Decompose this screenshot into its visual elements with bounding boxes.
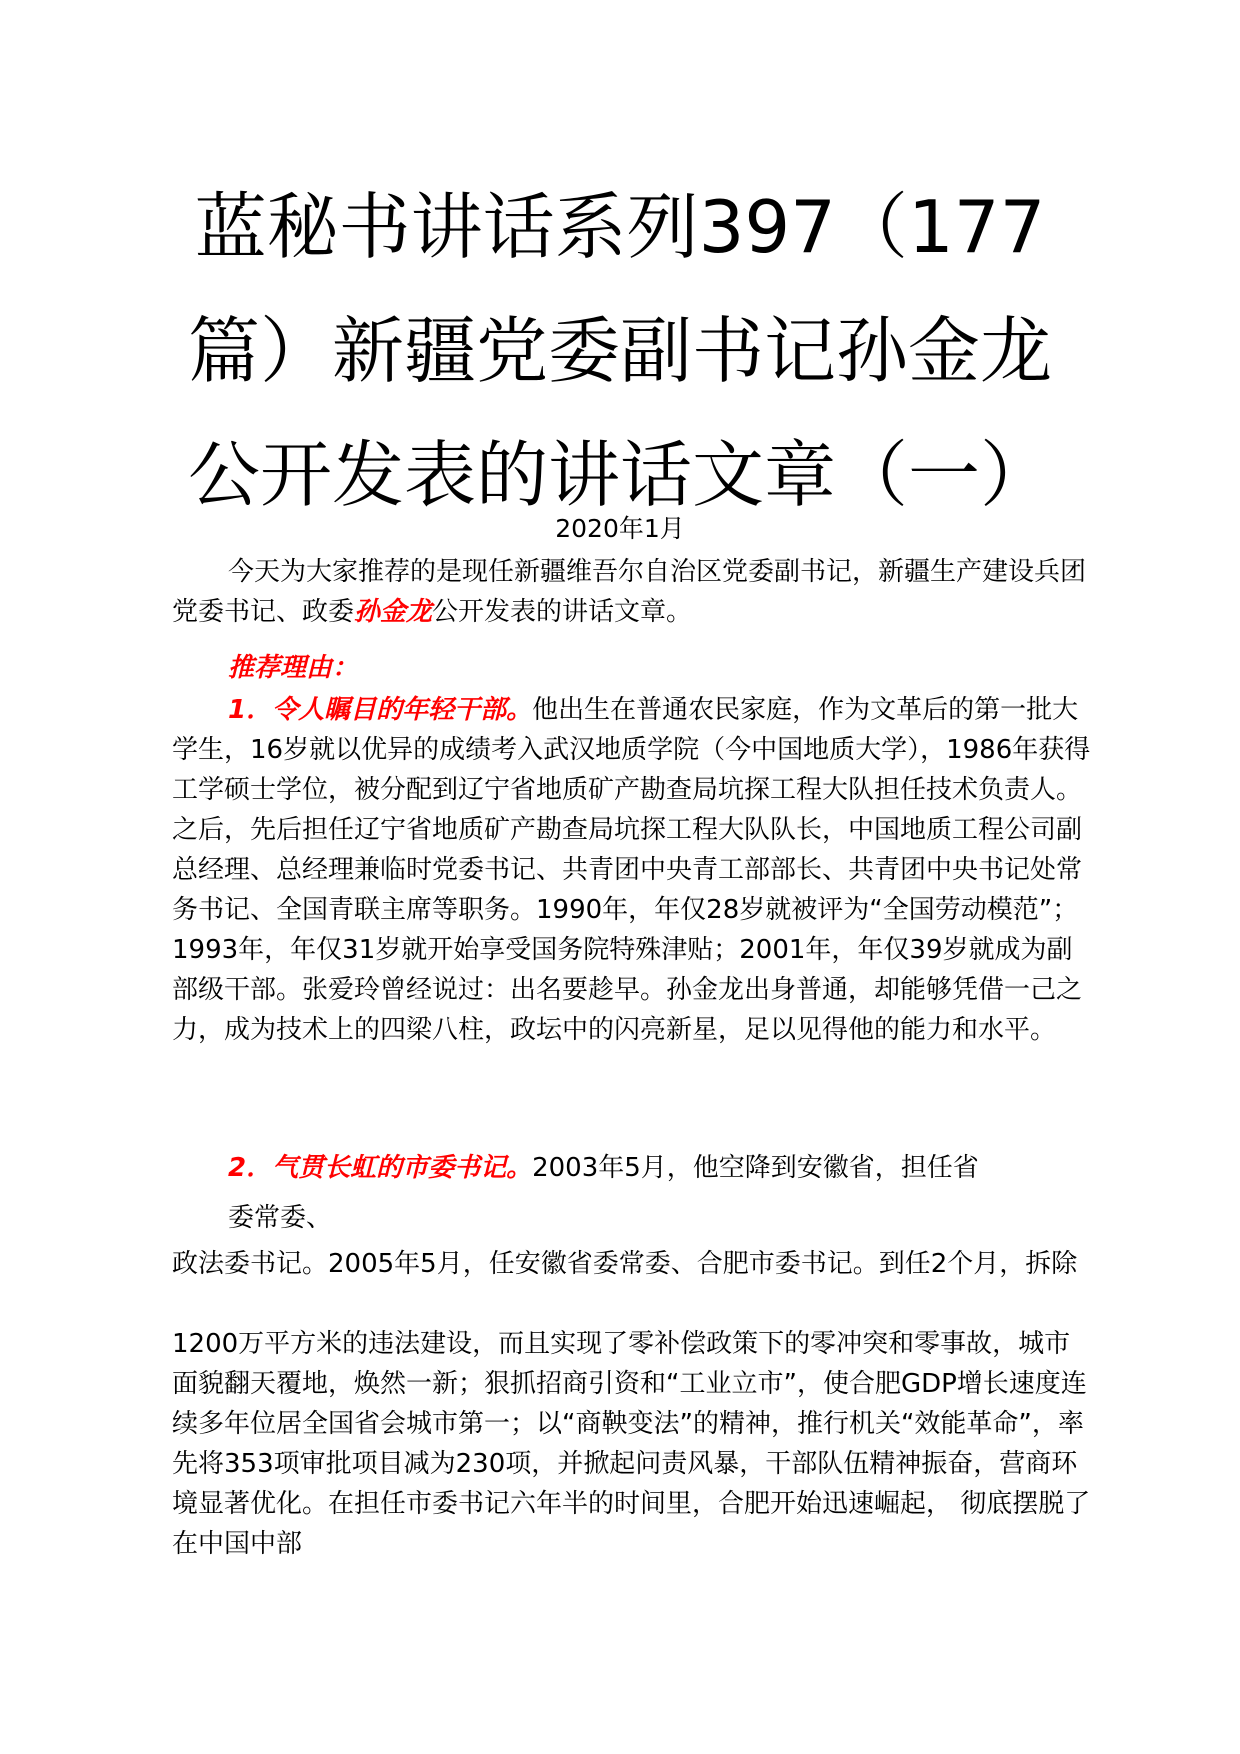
reason-2-line-3: 政法委书记。2005年5月，任安徽省委常委、合肥市委书记。到任2个月，拆除	[172, 1249, 1078, 1279]
reasons-heading: 推荐理由：	[228, 653, 359, 683]
reason-2-lead	[172, 1148, 1092, 1188]
reason-2-text: 1200万平方米的违法建设，而且实现了零补偿政策下的零冲突和零事故，城市面貌翻天覆地，焕然一新；狠抓招商引资和“工业立市”，使合肥GDP增长速度连续多年位居全国省会城市第一；以“商鞅变法”的精神，推行机关“效能革命”，率先将353项审批项目减为230项，并掀起问责风暴，干部队伍精神振奋，营商环境显著优化。在担任市委书记六年半的时间里，合肥开始迅速崛起， 彻底摆脱了在中国中部	[172, 1329, 1091, 1559]
reason-1-heading: 1．令人瞩目的年轻干部。	[228, 695, 533, 725]
page-title: 蓝秘书讲话系列397（177篇）新疆党委副书记孙金龙公开发表的讲话文章（一）	[187, 185, 1052, 517]
reason-2-heading: 2．气贯长虹的市委书记。	[228, 1153, 533, 1183]
reason-1-paragraph	[172, 690, 1092, 1050]
document-date: 2020年1月	[555, 514, 685, 543]
intro-paragraph	[172, 552, 1092, 632]
reason-2-line-2: 委常委、	[228, 1203, 333, 1233]
intro-text-before: 今天为大家推荐的是现任新疆维吾尔自治区党委副书记，新疆生产建设兵团党委书记、政委	[172, 557, 1087, 627]
intro-text-after: 公开发表的讲话文章。	[432, 597, 693, 627]
highlighted-name: 孙金龙	[354, 597, 433, 627]
reason-1-text: 他出生在普通农民家庭，作为文革后的第一批大学生，16岁就以优异的成绩考入武汉地质学院（今中国地质大学），1986年获得工学硕士学位，被分配到辽宁省地质矿产勘查局坑探工程大队担任技术负责人。之后，先后担任辽宁省地质矿产勘查局坑探工程大队队长，中国地质工程公司副总经理、总经理兼临时党委书记、共青团中央青工部部长、共青团中央书记处常务书记、全国青联主席等职务。1990年，年仅28岁就被评为“全国劳动模范”；1993年，年仅31岁就开始享受国务院特殊津贴；2001年，年仅39岁就成为副部级干部。张爱玲曾经说过：出名要趁早。孙金龙出身普通，却能够凭借一己之力，成为技术上的四梁八柱，政坛中的闪亮新星，足以见得他的能力和水平。	[172, 695, 1091, 1045]
reason-2-lead-text: 2003年5月，他空降到安徽省，担任省	[532, 1153, 979, 1183]
